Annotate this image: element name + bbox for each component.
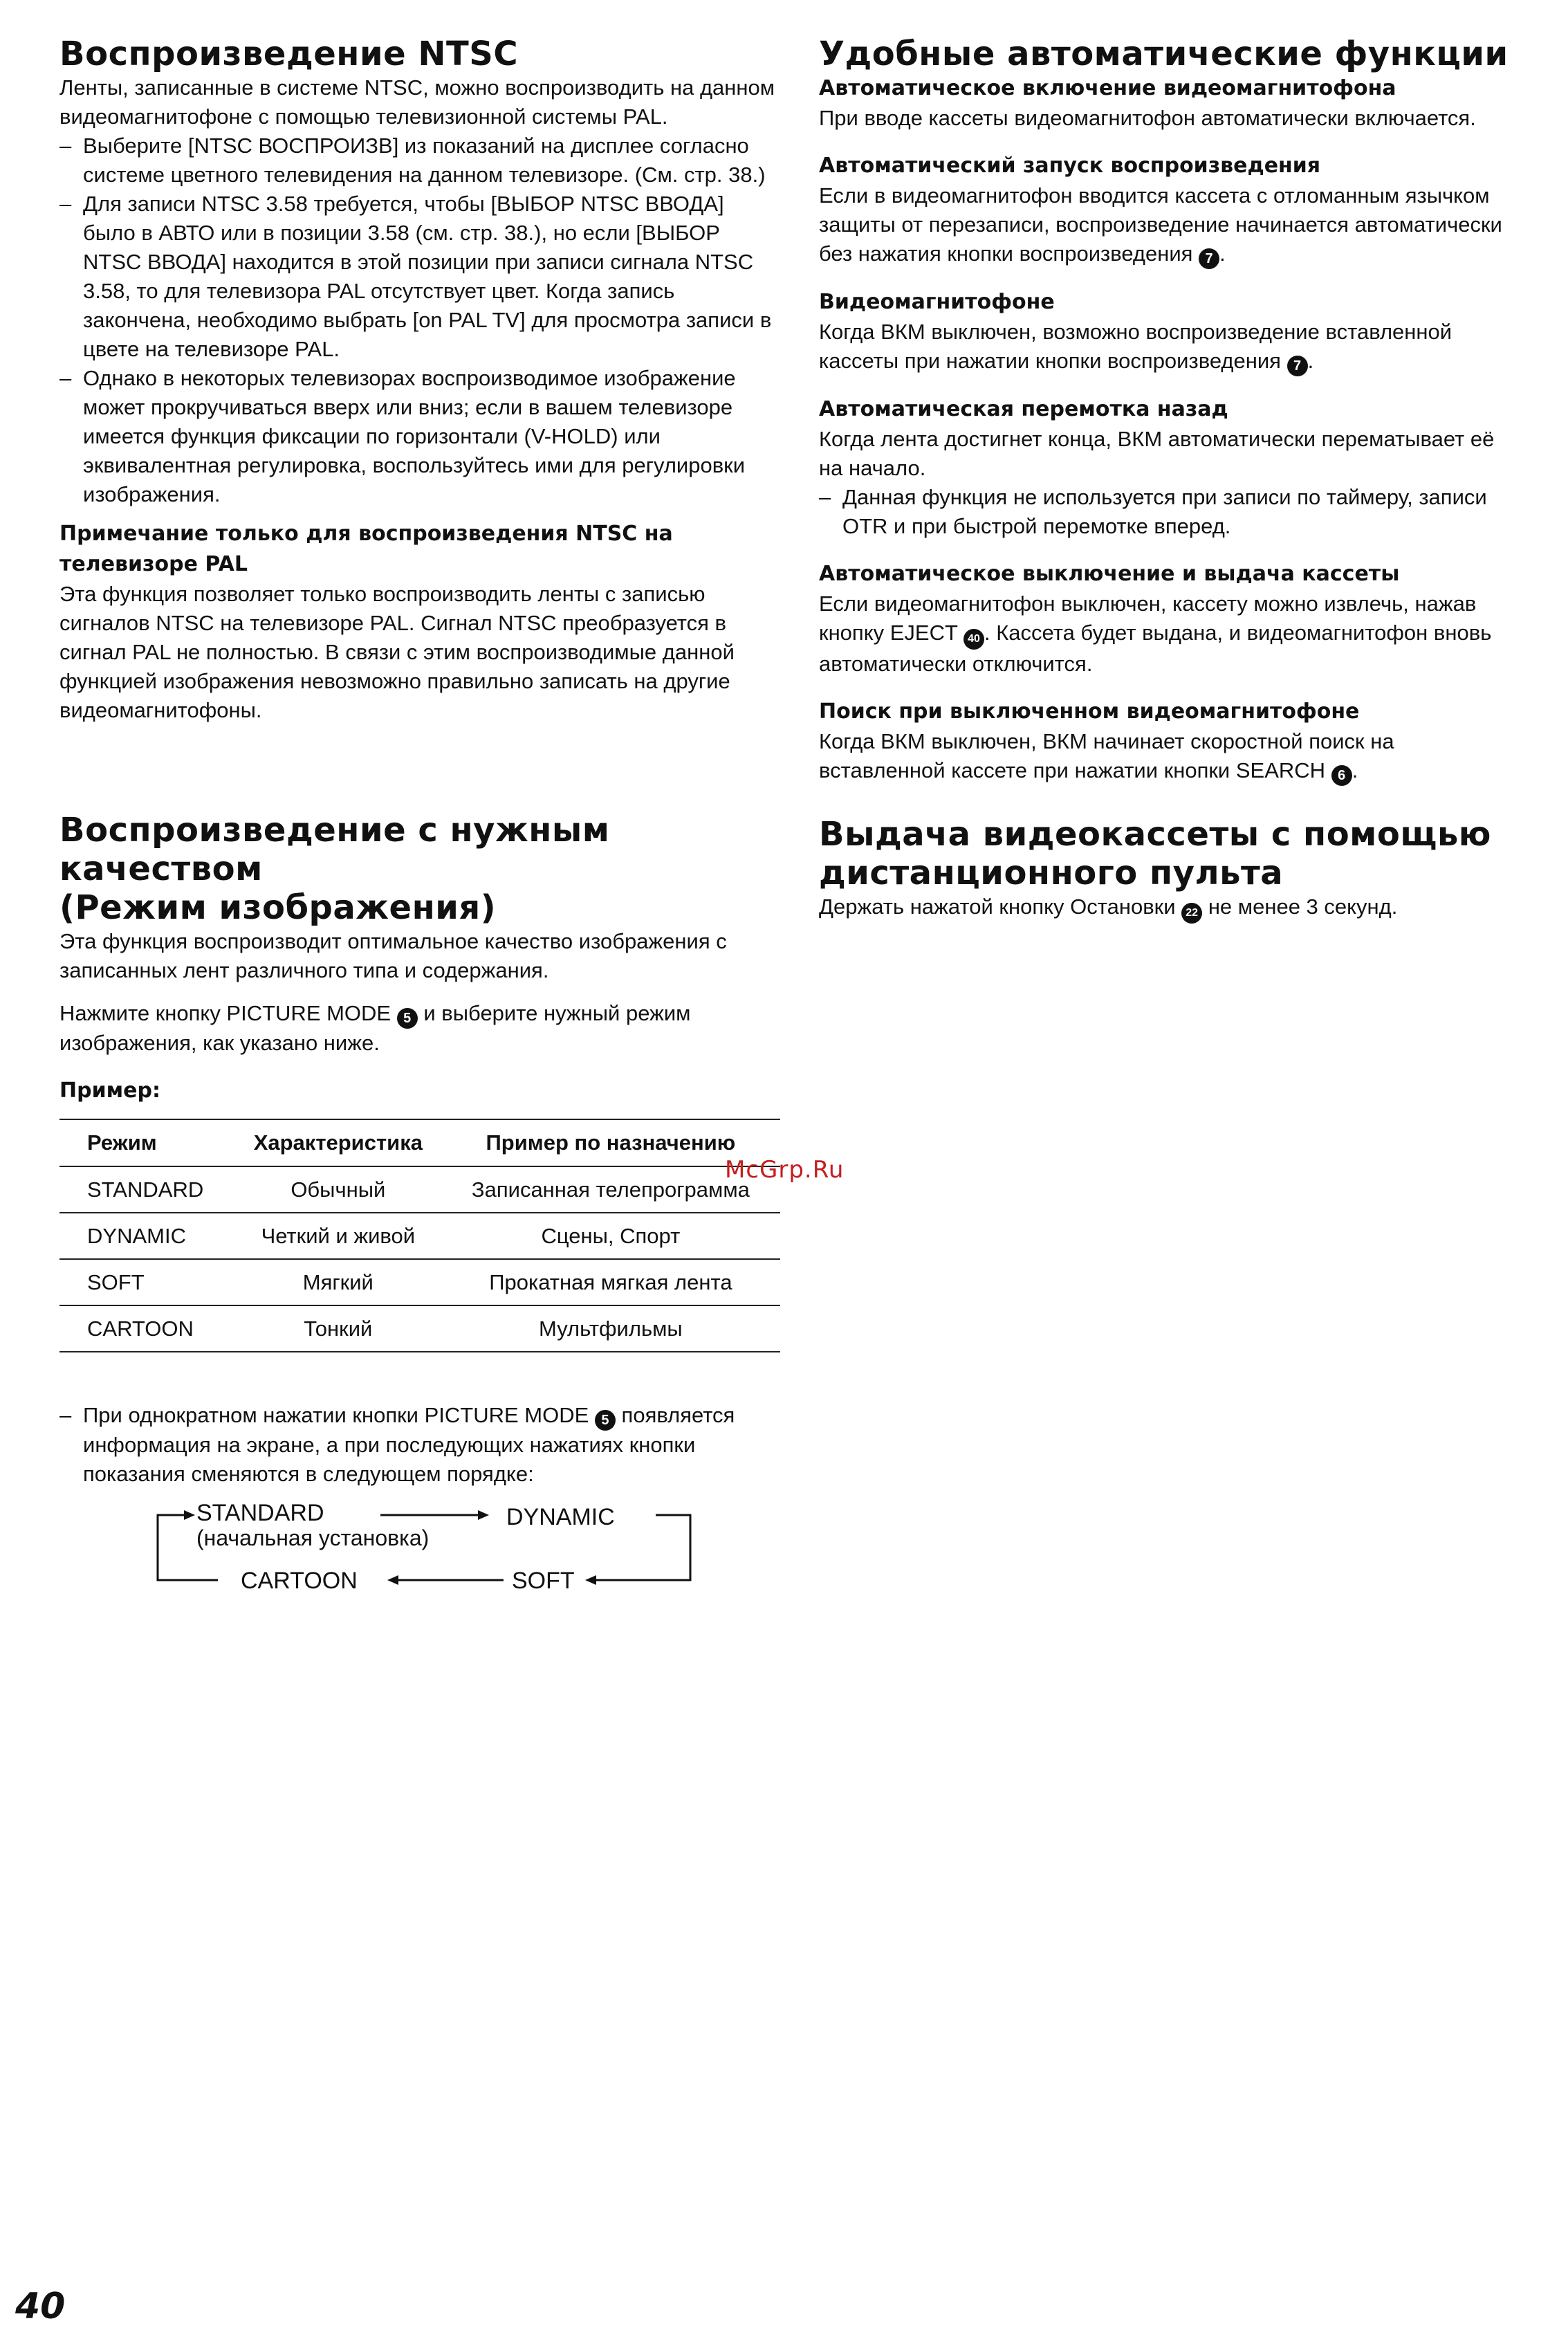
cycle-note [59, 1401, 780, 1489]
table-row [59, 1166, 780, 1213]
button-number-badge: 6 [1331, 765, 1352, 786]
table-cell: SOFT [59, 1259, 235, 1305]
watermark: McGrp.Ru [725, 1156, 845, 1184]
table-cell: Обычный [235, 1166, 441, 1213]
remote-eject-title-line2: дистанционного пульта [819, 854, 1284, 892]
auto-functions-title: Удобные автоматические функции [819, 35, 1509, 73]
auto-functions-section [819, 35, 1518, 786]
auto-play: Автоматический запуск воспроизведения Если в видеомагнитофон вводится кассета с отломанным язычком защиты от перезаписи, воспроизведение начинается автоматически без нажатия кнопки воспроизведения 7 . [819, 151, 1518, 269]
list-item: – Для записи NTSC 3.58 требуется, чтобы [ВЫБОР NTSC ВВОДА] было в АВТО или в позиции 3.58 (см. стр. 38.), но если [ВЫБОР NTSC ВВОДА] находится в этой позиции при записи сигнала NTSC 3.58, то для телевизора PAL отсутствует цвет. Когда запись закончена, необходимо выбрать [on PAL TV] для просмотра записи в цвете на телевизоре PAL. [59, 192, 772, 361]
table-header: Характеристика [235, 1119, 441, 1166]
ntsc-note-title: Примечание только для воспроизведения NTSC на телевизоре PAL [59, 522, 673, 576]
quality-title-line2: (Режим изображения) [59, 888, 497, 927]
button-number-badge: 22 [1181, 903, 1202, 924]
list-item: – При однократном нажатии кнопки PICTURE MODE 5 появляется информация на экране, а при последующих нажатиях кнопки показания сменяются в следующем порядке: [59, 1403, 735, 1486]
cycle-cartoon-label: CARTOON [241, 1568, 358, 1594]
example-label: Пример: [59, 1079, 160, 1103]
quality-section [59, 811, 780, 1489]
ntsc-intro: Ленты, записанные в системе NTSC, можно воспроизводить на данном видеомагнитофоне с помощью телевизионной системы PAL. [59, 75, 775, 129]
mode-cycle-diagram [145, 1486, 699, 1597]
button-number-badge: 5 [397, 1008, 418, 1029]
button-number-badge: 5 [595, 1410, 616, 1431]
table-cell: Сцены, Спорт [441, 1213, 780, 1259]
remote-eject-text: Держать нажатой кнопку Остановки 22 не менее 3 секунд. [819, 892, 1518, 924]
button-number-badge: 7 [1287, 356, 1308, 376]
list-item: – Однако в некоторых телевизорах воспроизводимое изображение может прокручиваться вверх или вниз; если в вашем телевизоре имеется функция фиксации по горизонтали (V-HOLD) или эквивалентная регулировка, воспользуйтесь ими для регулировки изображения. [59, 366, 746, 506]
arrowhead-dynamic [478, 1510, 489, 1520]
page-number: 40 [15, 2286, 66, 2327]
ntsc-title: Воспроизведение NTSC [59, 35, 519, 73]
list-item: – Выберите [NTSC ВОСПРОИЗВ] из показаний на дисплее согласно системе цветного телевидения на данном телевизоре. (См. стр. 38.) [59, 134, 766, 187]
cycle-standard-label: STANDARD [196, 1500, 324, 1526]
table-header: Пример по назначению [441, 1119, 780, 1166]
auto-rewind: Автоматическая перемотка назад Когда лента достигнет конца, ВКМ автоматически перематывает её на начало. – Данная функция не используется при записи по таймеру, записи OTR и при быстрой перемотке вперед. [819, 394, 1518, 541]
quality-press-instruction: Нажмите кнопку PICTURE MODE 5 и выберите нужный режим изображения, как указано ниже. [59, 1001, 691, 1055]
auto-power-on: Автоматическое включение видеомагнитофона При вводе кассеты видеомагнитофон автоматически включается. [819, 76, 1476, 130]
picture-mode-table [59, 1119, 780, 1352]
remote-eject-section [819, 815, 1518, 924]
remote-eject-title-line1: Выдача видеокассеты с помощью [819, 815, 1491, 854]
search-off: Поиск при выключенном видеомагнитофоне Когда ВКМ выключен, ВКМ начинает скоростной поиск на вставленной кассете при нажатии кнопки SEARCH 6 . [819, 697, 1518, 786]
table-cell: STANDARD [59, 1166, 235, 1213]
table-cell: DYNAMIC [59, 1213, 235, 1259]
table-header: Режим [59, 1119, 235, 1166]
ntsc-note-text: Эта функция позволяет только воспроизводить ленты с записью сигналов NTSC на телевизоре PAL. Сигнал NTSC преобразуется в сигнал PAL не полностью. В связи с этим воспроизводимые данной функцией изображения невозможно правильно записать на другие видеомагнитофоны. [59, 582, 735, 722]
arrowhead-standard [184, 1510, 195, 1520]
quality-title-line1: Воспроизведение с нужным качеством [59, 811, 610, 888]
cycle-standard-note: (начальная установка) [196, 1525, 430, 1550]
list-item: – Данная функция не используется при записи по таймеру, записи OTR и при быстрой перемотке вперед. [819, 485, 1487, 538]
table-cell: Тонкий [235, 1305, 441, 1352]
auto-eject: Автоматическое выключение и выдача кассеты Если видеомагнитофон выключен, кассету можно извлечь, нажав кнопку EJECT 40 . Кассета будет выдана, и видеомагнитофон вновь автоматически отключится. [819, 562, 1492, 676]
table-cell: Прокатная мягкая лента [441, 1259, 780, 1305]
vcr-play: Видеомагнитофоне Когда ВКМ выключен, возможно воспроизведение вставленной кассеты при нажатии кнопки воспроизведения 7 . [819, 287, 1518, 376]
table-cell: Четкий и живой [235, 1213, 441, 1259]
table-cell: Записанная телепрограмма [441, 1166, 780, 1213]
table-row [59, 1259, 780, 1305]
button-number-badge: 40 [963, 629, 984, 650]
table-header-row [59, 1119, 780, 1166]
ntsc-bullets [59, 131, 780, 509]
quality-intro: Эта функция воспроизводит оптимальное качество изображения с записанных лент различного типа и содержания. [59, 929, 727, 982]
table-cell: Мягкий [235, 1259, 441, 1305]
cycle-dynamic-label: DYNAMIC [506, 1504, 615, 1530]
button-number-badge: 7 [1199, 248, 1219, 269]
table-row [59, 1305, 780, 1352]
arrowhead-cartoon [387, 1575, 398, 1585]
table-cell: CARTOON [59, 1305, 235, 1352]
cycle-soft-label: SOFT [512, 1568, 575, 1594]
table-row [59, 1213, 780, 1259]
ntsc-section [59, 35, 780, 725]
table-cell: Мультфильмы [441, 1305, 780, 1352]
arrowhead-soft [585, 1575, 596, 1585]
